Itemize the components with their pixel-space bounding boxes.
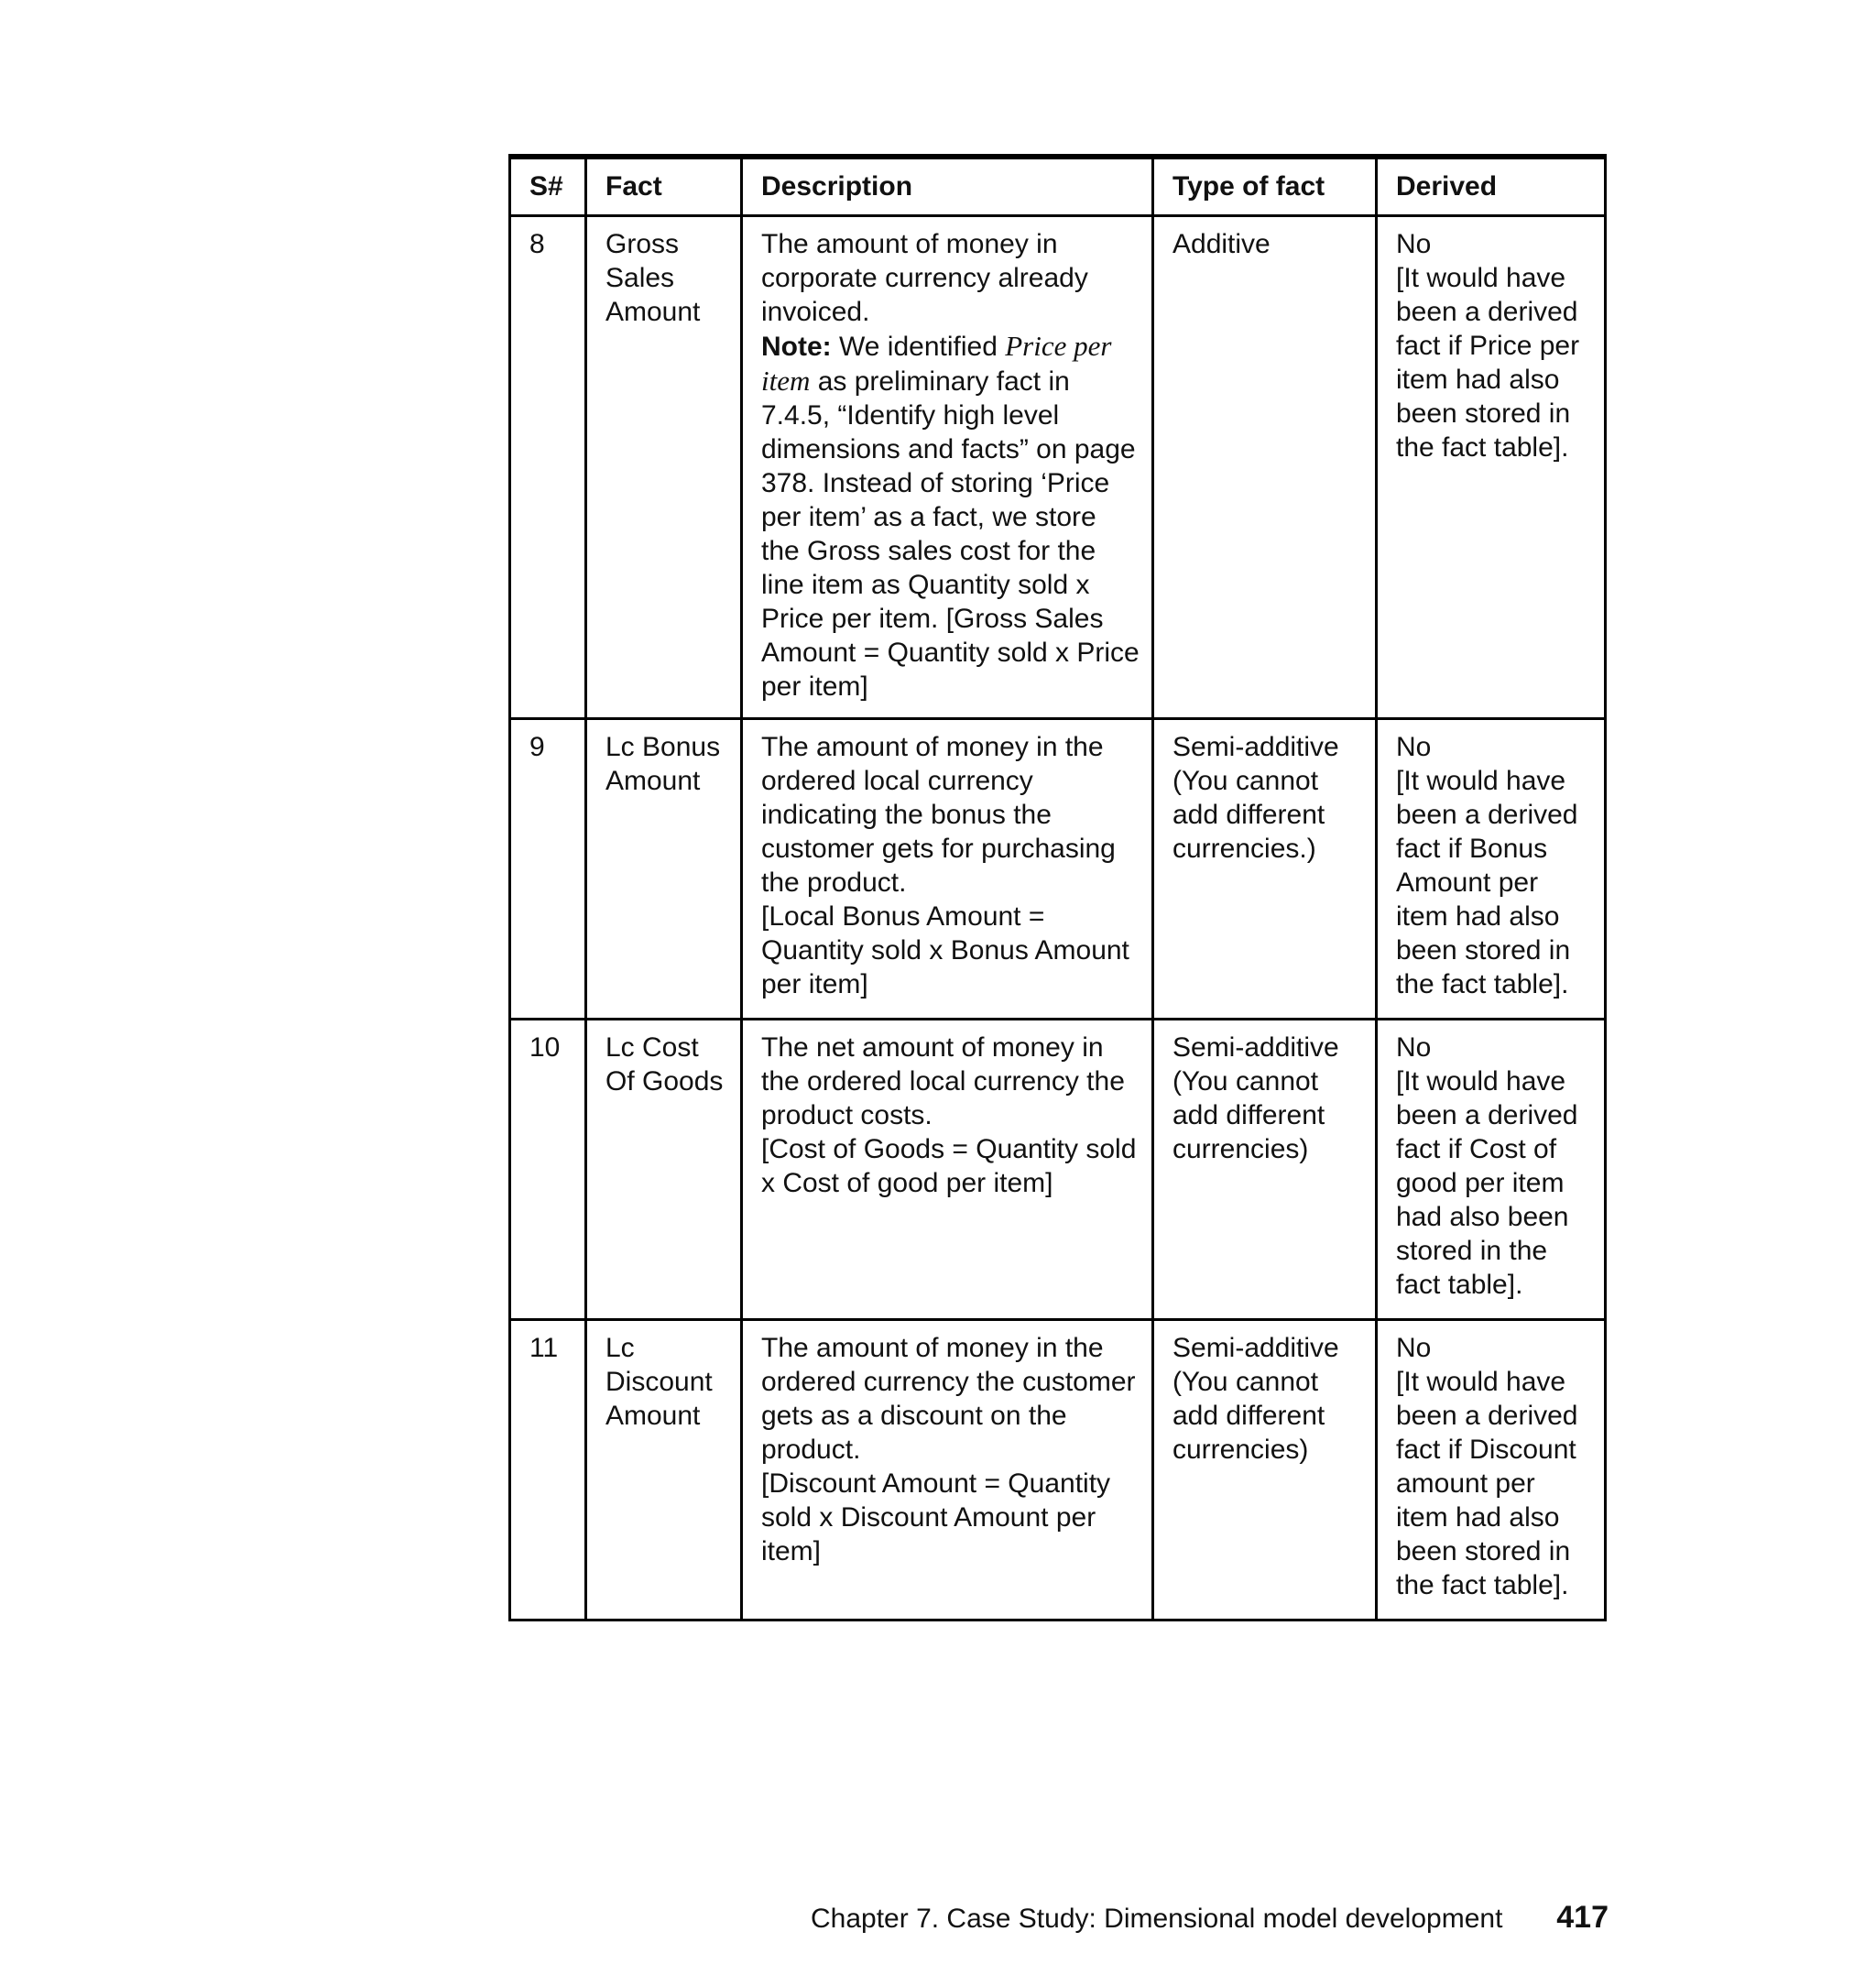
table-row: [510, 719, 1606, 1020]
header-sn: S#: [510, 157, 586, 216]
table-row: [510, 216, 1606, 719]
derived-value: No: [1396, 229, 1432, 259]
cell-fact: Gross Sales Amount: [586, 216, 742, 719]
table-header-row: [510, 157, 1606, 216]
derived-reason: [It would have been a derived fact if Price per item had also been stored in the fact table].: [1396, 263, 1580, 463]
cell-description: [742, 1020, 1153, 1320]
cell-sn: 10: [510, 1020, 586, 1320]
note-text-pre: We identified: [831, 332, 1006, 362]
cell-type-of-fact: Semi-additive (You cannot add different currencies.): [1153, 719, 1377, 1020]
description-text: The net amount of money in the ordered local currency the product costs.: [761, 1032, 1125, 1130]
derived-value: No: [1396, 732, 1432, 762]
table-row: [510, 1320, 1606, 1620]
cell-description: [742, 1320, 1153, 1620]
derived-reason: [It would have been a derived fact if Bonus Amount per item had also been stored in the fact table].: [1396, 766, 1578, 999]
description-formula: [Local Bonus Amount = Quantity sold x Bonus Amount per item]: [761, 901, 1129, 999]
cell-fact: Lc Cost Of Goods: [586, 1020, 742, 1320]
derived-value: No: [1396, 1333, 1432, 1363]
facts-table: [508, 154, 1607, 1621]
derived-value: No: [1396, 1032, 1432, 1063]
note-italic-term: Price per item: [761, 330, 1112, 397]
description-text: The amount of money in the ordered currency the customer gets as a discount on the product.: [761, 1333, 1136, 1465]
cell-sn: 9: [510, 719, 586, 1020]
cell-fact: Lc Bonus Amount: [586, 719, 742, 1020]
derived-reason: [It would have been a derived fact if Discount amount per item had also been stored in the fact table].: [1396, 1367, 1578, 1600]
cell-sn: 11: [510, 1320, 586, 1620]
table-row: [510, 1020, 1606, 1320]
note-label: Note:: [761, 332, 832, 362]
page-number: 417: [1556, 1900, 1609, 1935]
description-formula: [Discount Amount = Quantity sold x Discount Amount per item]: [761, 1468, 1111, 1566]
cell-sn: 8: [510, 216, 586, 719]
footer-chapter-title: Chapter 7. Case Study: Dimensional model development: [811, 1904, 1503, 1934]
cell-derived: [1377, 216, 1606, 719]
cell-fact: Lc Discount Amount: [586, 1320, 742, 1620]
cell-type-of-fact: Semi-additive (You cannot add different currencies): [1153, 1020, 1377, 1320]
cell-derived: [1377, 1020, 1606, 1320]
description-formula: [Cost of Goods = Quantity sold x Cost of good per item]: [761, 1134, 1137, 1198]
cell-derived: [1377, 1320, 1606, 1620]
cell-type-of-fact: Additive: [1153, 216, 1377, 719]
description-text: The amount of money in corporate currency already invoiced.: [761, 229, 1088, 327]
derived-reason: [It would have been a derived fact if Cost of good per item had also been stored in the fact table].: [1396, 1066, 1578, 1300]
note-text-post: as preliminary fact in 7.4.5, “Identify high level dimensions and facts” on page 378. Instead of storing ‘Price per item’ as a fact, we store the Gross sales cost for the line item as Quantity sold x Price per item. [Gross Sales Amount = Quantity sold x Price per item]: [761, 366, 1140, 702]
header-fact: Fact: [586, 157, 742, 216]
page-footer: [811, 1901, 1612, 1937]
cell-description: [742, 216, 1153, 719]
header-description: Description: [742, 157, 1153, 216]
description-text: The amount of money in the ordered local currency indicating the bonus the customer gets for purchasing the product.: [761, 732, 1116, 898]
cell-description: [742, 719, 1153, 1020]
header-derived: Derived: [1377, 157, 1606, 216]
header-type-of-fact: Type of fact: [1153, 157, 1377, 216]
cell-type-of-fact: Semi-additive (You cannot add different currencies): [1153, 1320, 1377, 1620]
cell-derived: [1377, 719, 1606, 1020]
